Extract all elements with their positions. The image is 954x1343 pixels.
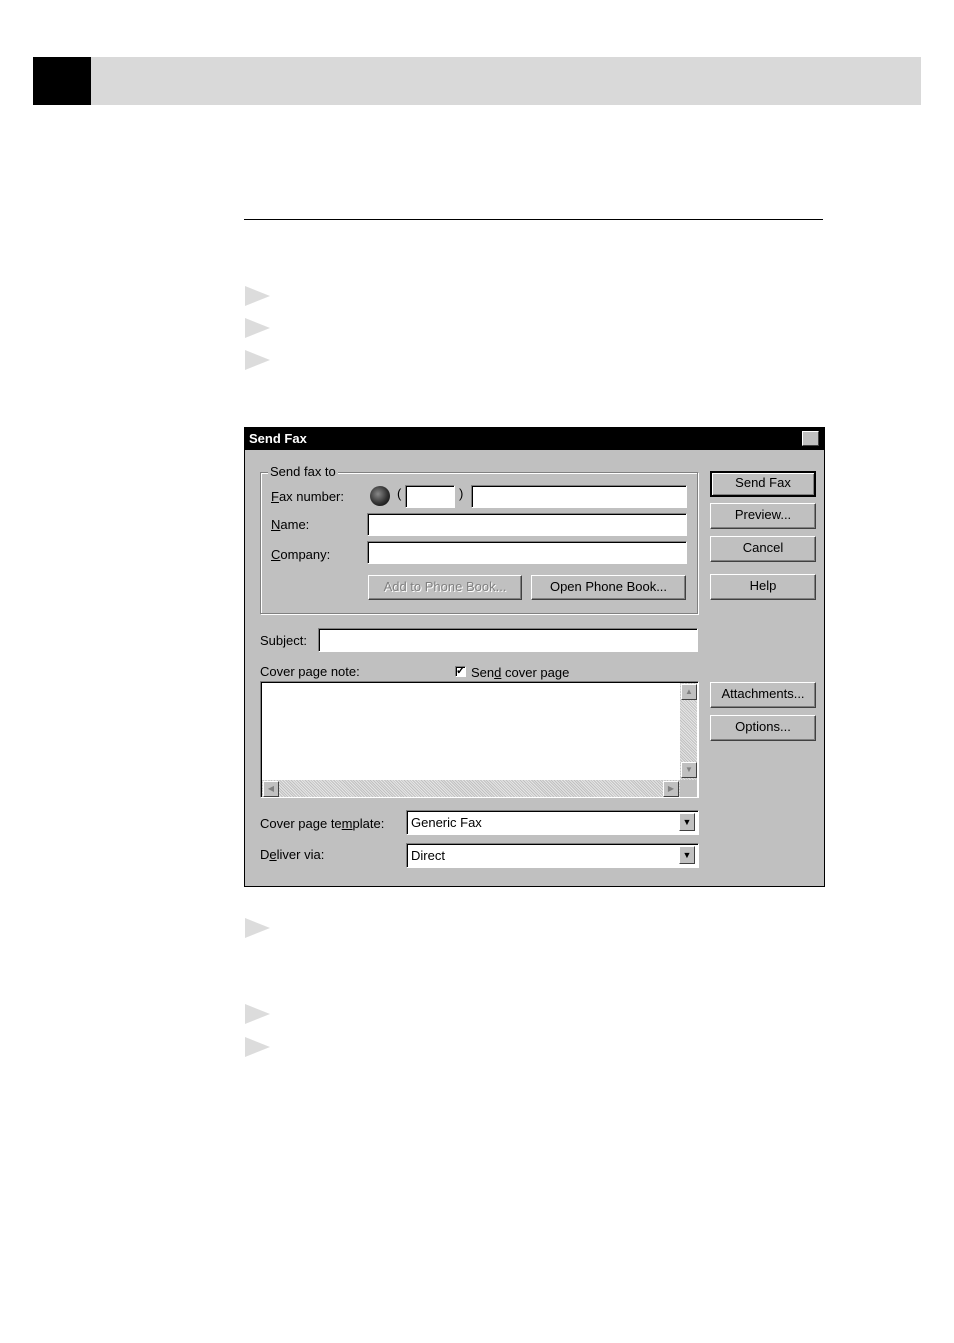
close-button[interactable] — [802, 431, 819, 446]
group-label: Send fax to — [270, 464, 336, 479]
company-label: Company: — [271, 547, 331, 562]
deliver-select[interactable] — [406, 843, 699, 868]
attachments-button[interactable]: Attachments... — [710, 682, 816, 708]
template-value: Generic Fax — [411, 815, 482, 830]
company-value — [368, 542, 686, 546]
cover-note-label: Cover page note: — [260, 664, 360, 679]
paren-open: ( — [397, 486, 402, 501]
step-arrow-icon — [245, 350, 270, 370]
step-arrow-icon — [245, 318, 270, 338]
options-button[interactable]: Options... — [710, 715, 816, 741]
fax-number-label: Fax number: — [271, 489, 344, 504]
send-fax-dialog — [244, 427, 825, 887]
scrollbar-corner — [680, 780, 697, 797]
globe-icon[interactable] — [370, 486, 390, 506]
step-arrow-icon — [245, 286, 270, 306]
arrow-down-icon: ▼ — [685, 765, 693, 774]
chevron-down-icon: ▼ — [682, 817, 692, 827]
fax-number-input[interactable] — [471, 485, 687, 508]
deliver-dropdown-button[interactable] — [679, 846, 695, 864]
preview-button[interactable]: Preview... — [710, 503, 816, 529]
area-code-value — [406, 486, 454, 490]
scroll-down-button[interactable] — [681, 762, 697, 778]
step-arrow-icon — [245, 918, 270, 938]
subject-input[interactable] — [318, 628, 698, 652]
template-dropdown-button[interactable] — [679, 813, 695, 831]
deliver-label: Deliver via: — [260, 847, 325, 862]
template-label: Cover page template: — [260, 816, 385, 831]
send-fax-button[interactable]: Send Fax — [710, 471, 816, 497]
cover-note-value — [261, 682, 698, 686]
check-icon: ✓ — [456, 665, 466, 677]
help-button[interactable]: Help — [710, 574, 816, 600]
paren-close: ) — [459, 486, 464, 501]
name-label: Name: — [271, 517, 310, 532]
arrow-left-icon: ◀ — [267, 784, 275, 793]
cancel-button[interactable]: Cancel — [710, 536, 816, 562]
add-to-phone-book-button[interactable]: Add to Phone Book... — [368, 575, 522, 600]
cover-note-textarea[interactable] — [260, 681, 699, 798]
header-block — [33, 57, 91, 105]
deliver-value: Direct — [411, 848, 445, 863]
step-arrow-icon — [245, 1004, 270, 1024]
chevron-down-icon: ▼ — [682, 850, 692, 860]
subject-label: Subject: — [260, 633, 307, 648]
subject-value — [319, 629, 697, 633]
scroll-right-button[interactable] — [663, 781, 679, 797]
dialog-title: Send Fax — [249, 431, 307, 446]
header-bar — [91, 57, 921, 105]
area-code-input[interactable] — [405, 485, 455, 508]
name-input[interactable] — [367, 513, 687, 536]
fax-number-value — [472, 486, 686, 490]
scroll-left-button[interactable] — [263, 781, 279, 797]
send-cover-checkbox[interactable] — [455, 666, 466, 677]
arrow-up-icon: ▲ — [685, 687, 693, 696]
horizontal-scrollbar[interactable] — [262, 780, 680, 797]
name-value — [368, 514, 686, 518]
template-select[interactable] — [406, 810, 699, 835]
section-rule — [244, 219, 823, 220]
arrow-right-icon: ▶ — [667, 784, 675, 793]
scroll-up-button[interactable] — [681, 684, 697, 700]
company-input[interactable] — [367, 541, 687, 564]
open-phone-book-button[interactable]: Open Phone Book... — [531, 575, 686, 600]
step-arrow-icon — [245, 1037, 270, 1057]
send-cover-label: Send cover page — [471, 665, 570, 680]
dialog-titlebar[interactable] — [245, 428, 824, 450]
